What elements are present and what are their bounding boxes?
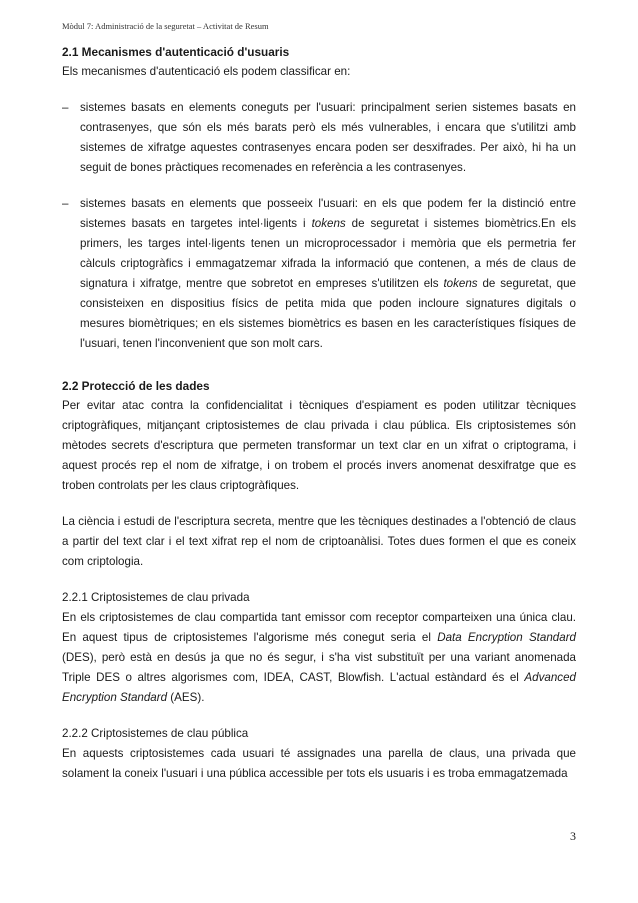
section-2-1-intro: Els mecanismes d'autenticació els podem classificar en: <box>62 65 351 78</box>
page-content <box>62 42 576 784</box>
section-title-2-1: 2.1 Mecanismes d'autenticació d'usuaris <box>62 45 290 59</box>
section-title-2-2: 2.2 Protecció de les dades <box>62 379 210 393</box>
section-title-2-2-2: 2.2.2 Criptosistemes de clau pública <box>62 727 249 740</box>
bullet-item <box>62 98 576 178</box>
bullet-text: sistemes basats en elements coneguts per l'usuari: principalment serien sistemes basats en contrasenyes, que són els més barats però els més vulnerables, i encara que s'utilitzi amb sistemes de xifratge aquestes contrasenyes encara poden ser desxifrades. Per això, hi ha un seguit de bones pràctiques recomenades en referència a les contrasenyes. <box>80 101 576 174</box>
bullet-dash: – <box>62 197 69 210</box>
paragraph: Per evitar atac contra la confidencialitat i tècniques d'espiament es poden utilitzar tècniques criptogràfiques, mitjançant criptosistemes de clau privada i clau pública. Els criptosistemes són mètodes secrets d'escriptura que permeten transformar un text clar en un xifrat o criptograma, i aquest procés rep el nom de xifratge, i on trobem el procés invers anomenat desxifratge que es troben controlats per les claus criptogràfiques. <box>62 399 576 492</box>
italic-term: Data Encryption Standard <box>437 631 576 644</box>
paragraph: La ciència i estudi de l'escriptura secreta, mentre que les tècniques destinades a l'obtenció de claus a partir del text clar i el text xifrat rep el nom de criptoanàlisi. Totes dues formen el que es coneix com criptologia. <box>62 515 576 568</box>
text-run: sistemes basats en elements que posseeix l'usuari: en els que podem fer la distinció entre sistemes basats en targetes intel·ligents i <box>80 197 576 230</box>
text-run: de seguretat i sistemes biomètrics.En els primers, les targes intel·ligents tenen un microprocessador i memòria que els permetria fer càlculs criptogràfics i emmagatzemar xifrada la informació que contenen, a més de claus de signatura i xifratge, mentre que sobretot en empreses s'utilitzen els <box>80 217 576 290</box>
section-title-2-2-1: 2.2.1 Criptosistemes de clau privada <box>62 591 250 604</box>
text-run: (DES), però està en desús ja que no és segur, i s'ha vist substituït per una variant anomenada Triple DES o altres algorismes com, IDEA, CAST, Blowfish. L'actual estàndard és el <box>62 651 576 684</box>
bullet-dash: – <box>62 101 69 114</box>
paragraph: En aquests criptosistemes cada usuari té assignades una parella de claus, una privada que solament la coneix l'usuari i una pública accessible per tots els usuaris i es troba emmagatzemada <box>62 747 576 780</box>
paragraph <box>62 608 576 708</box>
text-run: En els criptosistemes de clau compartida tant emissor com receptor comparteixen una única clau. En aquest tipus de criptosistemes l'algorisme més conegut seria el <box>62 611 576 644</box>
page-number: 3 <box>570 829 576 843</box>
text-run: (AES). <box>167 691 205 704</box>
bullet-item <box>62 194 576 354</box>
bullet-text <box>80 194 576 354</box>
italic-term: tokens <box>311 217 346 230</box>
text-run: de seguretat, que consisteixen en dispositius físics de petita mida que poden incloure signatures digitals o mesures biomètriques; en els sistemes biomètrics es basen en les característiques físiques de l'usuari, tenen l'inconvenient que son molt cars. <box>80 277 577 350</box>
italic-term: tokens <box>443 277 478 290</box>
italic-term: Advanced Encryption Standard <box>62 671 576 704</box>
page-header: Mòdul 7: Administració de la seguretat – Activitat de Resum <box>62 21 269 31</box>
